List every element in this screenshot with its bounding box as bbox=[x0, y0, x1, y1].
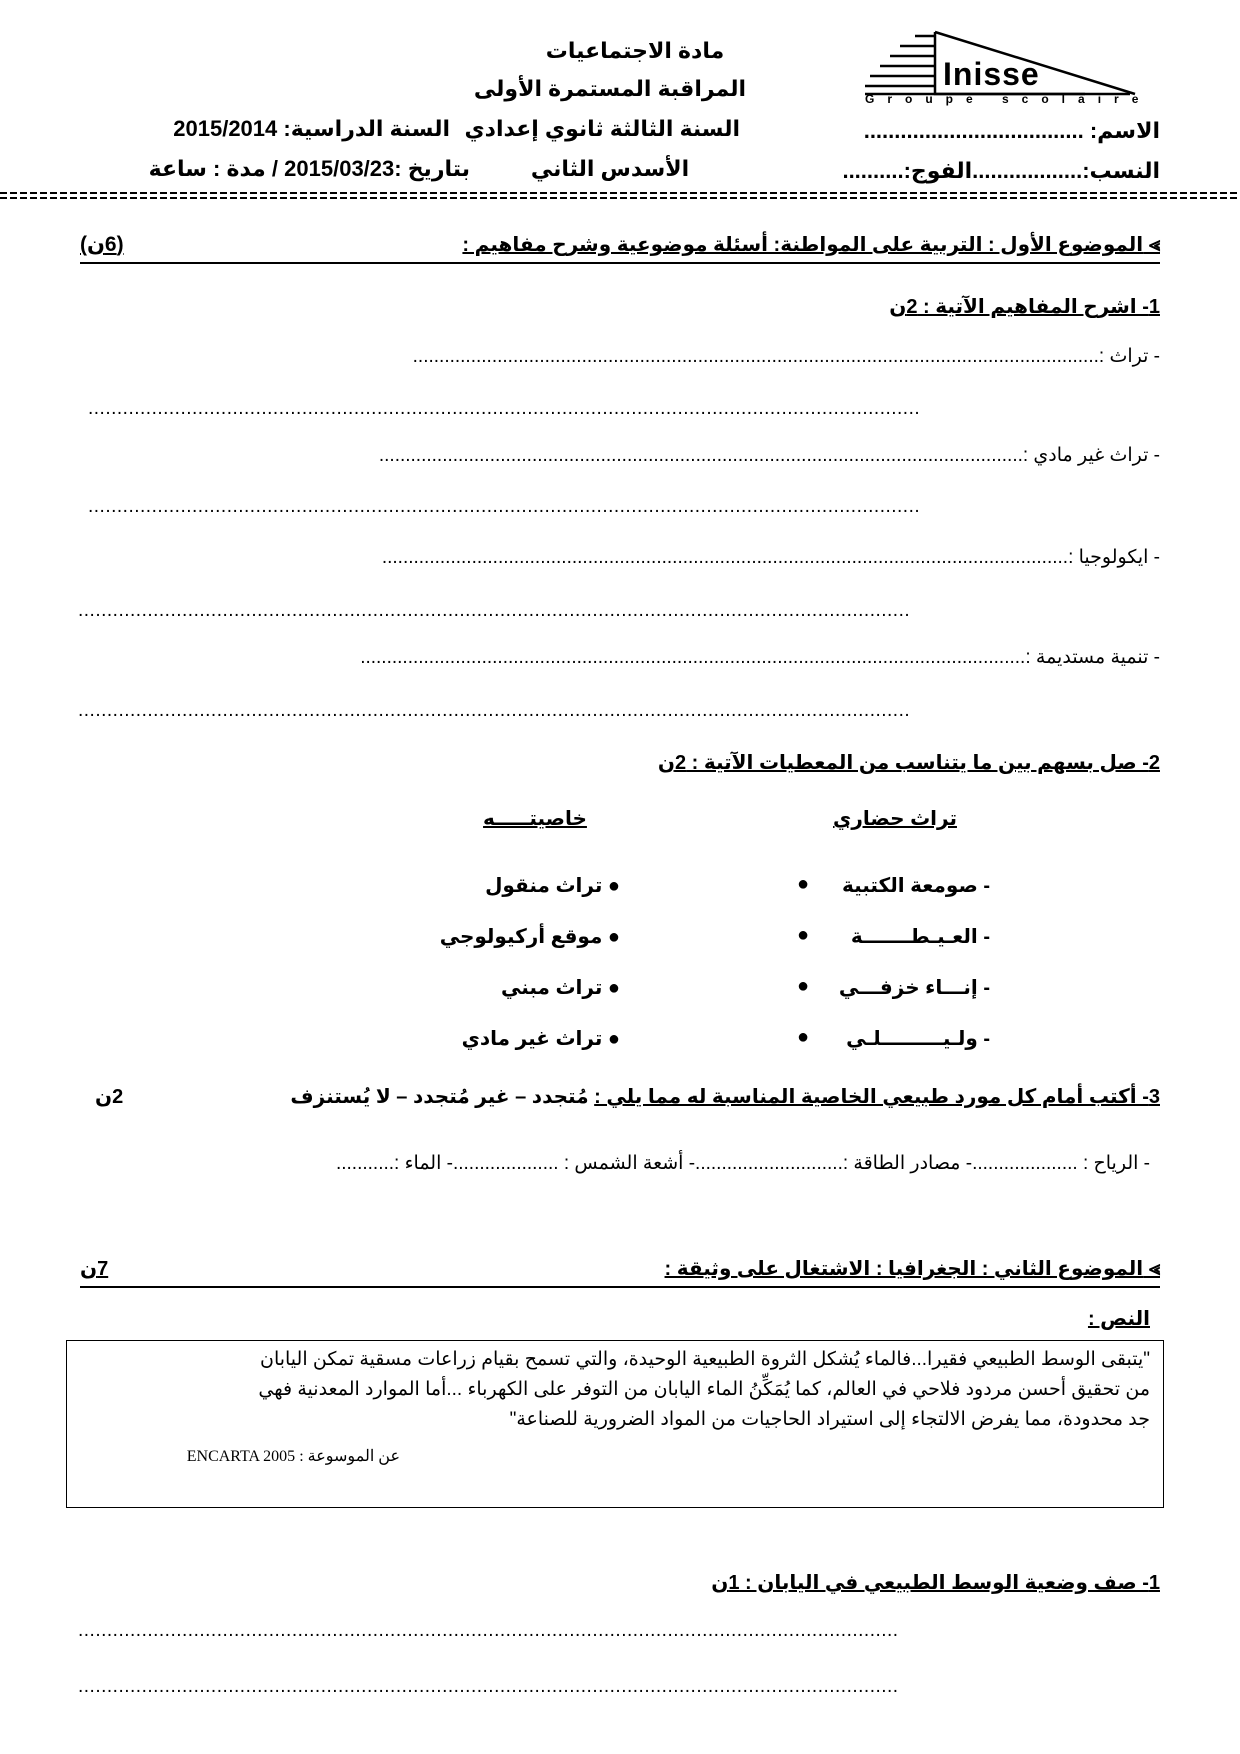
arrow-icon: ⪢ bbox=[1143, 1258, 1160, 1280]
text-line: من تحقيق أحسن مردود فلاحي في العالم، كما يُمَكِّنُ الماء اليابان من التوفر على الكهرباء ...أما الموارد المعدنية فهي bbox=[258, 1379, 1150, 1400]
bullet-icon: ● bbox=[797, 924, 810, 946]
q2-left-item[interactable]: ● تراث غير مادي bbox=[461, 1028, 620, 1050]
arrow-icon: ⪢ bbox=[1143, 234, 1160, 256]
header-separator bbox=[0, 192, 1240, 200]
bullet-icon: ● bbox=[797, 1026, 810, 1048]
topic2-q1-title: 1- صف وضعية الوسط الطبيعي في اليابان : 1ن bbox=[711, 1572, 1160, 1594]
logo-name: Inisse bbox=[943, 56, 1040, 92]
q2-right-item[interactable]: - العـيـطـــــــة bbox=[850, 926, 990, 948]
bullet-icon: ● bbox=[602, 926, 620, 948]
topic1-rule bbox=[80, 262, 1160, 264]
answer-line[interactable]: .............................................................................................................................................. bbox=[78, 1676, 899, 1697]
bullet-icon: ● bbox=[602, 977, 620, 999]
q3-points: 2ن bbox=[95, 1086, 124, 1108]
bullet-icon: ● bbox=[797, 873, 810, 895]
q3-title: 3- أكتب أمام كل مورد طبيعي الخاصية المناسبة له مما يلي : مُتجدد – غير مُتجدد – لا يُستنزف bbox=[290, 1086, 1160, 1108]
date-duration: بتاريخ :2015/03/23 / مدة : ساعة bbox=[148, 156, 470, 181]
exam-title: المراقبة المستمرة الأولى bbox=[473, 76, 747, 101]
topic2-title: ⪢ الموضوع الثاني : الجغرافيا : الاشتغال على وثيقة : bbox=[664, 1258, 1160, 1280]
q2-left-item[interactable]: ● تراث منقول bbox=[485, 875, 620, 897]
school-logo bbox=[855, 28, 1152, 108]
name-field: الاسم: .................................... bbox=[863, 118, 1160, 143]
text-line: "يتبقى الوسط الطبيعي فقيرا...فالماء يُشكل الثروة الطبيعية الوحيدة، والتي تسمح بقيام زراعات مسقية تمكن اليابان bbox=[259, 1349, 1150, 1370]
school-year: السنة الدراسية: 2015/2014 bbox=[173, 116, 450, 141]
q1-title: 1- اشرح المفاهيم الآتية : 2ن bbox=[889, 296, 1160, 318]
topic1-title: ⪢ الموضوع الأول : التربية على المواطنة: أسئلة موضوعية وشرح مفاهيم : bbox=[462, 234, 1160, 256]
answer-line[interactable]: ................................................................................................................................................ bbox=[88, 496, 921, 517]
text-source: عن الموسوعة : ENCARTA 2005 bbox=[186, 1448, 400, 1465]
bullet-icon: ● bbox=[602, 1028, 620, 1050]
q1-item-sustainable-development: - تنمية مستديمة :.............................................................................................................................. bbox=[360, 647, 1160, 668]
answer-line[interactable]: ................................................................................................................................................ bbox=[78, 600, 911, 621]
q2-col-heritage: تراث حضاري bbox=[833, 808, 957, 830]
q2-right-item[interactable]: - صومعة الكتبية bbox=[841, 875, 990, 897]
topic1-points: (6ن) bbox=[80, 233, 124, 256]
topic2-points: 7ن bbox=[80, 1258, 109, 1280]
q2-title: 2- صل بسهم بين ما يتناسب من المعطيات الآتية : 2ن bbox=[657, 752, 1160, 774]
bullet-icon: ● bbox=[797, 975, 810, 997]
semester-label: الأسدس الثاني bbox=[530, 156, 690, 181]
answer-line[interactable]: .............................................................................................................................................. bbox=[78, 1620, 899, 1641]
logo-subtitle: Groupe scolaire bbox=[865, 92, 1152, 106]
bullet-icon: ● bbox=[602, 875, 620, 897]
q1-item-heritage: - تراث :.................................................................................................................................. bbox=[412, 346, 1160, 367]
q2-right-item[interactable]: - إنـــاء خزفـــي bbox=[838, 977, 990, 999]
subject-title: مادة الاجتماعيات bbox=[545, 38, 725, 63]
q2-right-item[interactable]: - ولـيـــــــــلـي bbox=[846, 1028, 990, 1050]
level-label: السنة الثالثة ثانوي إعدادي bbox=[464, 116, 740, 141]
q2-left-item[interactable]: ● تراث مبني bbox=[500, 977, 620, 999]
text-label: النص : bbox=[1087, 1308, 1150, 1330]
q2-left-item[interactable]: ● موقع أركيولوجي bbox=[439, 926, 620, 948]
q1-item-intangible-heritage: - تراث غير مادي :.......................................................................................................................... bbox=[378, 445, 1160, 466]
answer-line[interactable]: ................................................................................................................................................ bbox=[88, 398, 921, 419]
q1-item-ecology: - ايكولوجيا :.................................................................................................................................. bbox=[381, 547, 1160, 568]
answer-line[interactable]: ................................................................................................................................................ bbox=[78, 700, 911, 721]
surname-group-field: النسب:..................الفوج:.......... bbox=[842, 158, 1160, 183]
text-line: جد محدودة، مما يفرض الالتجاء إلى استيراد الحاجيات من المواد الضرورية للصناعة" bbox=[509, 1409, 1150, 1430]
q2-col-property: خاصيتـــــه bbox=[483, 808, 587, 830]
topic2-rule bbox=[80, 1286, 1160, 1288]
q3-answer-line[interactable]: - الرياح : ....................- مصادر الطاقة :............................- أشعة الشمس : ....................- الماء :........... bbox=[335, 1153, 1150, 1174]
